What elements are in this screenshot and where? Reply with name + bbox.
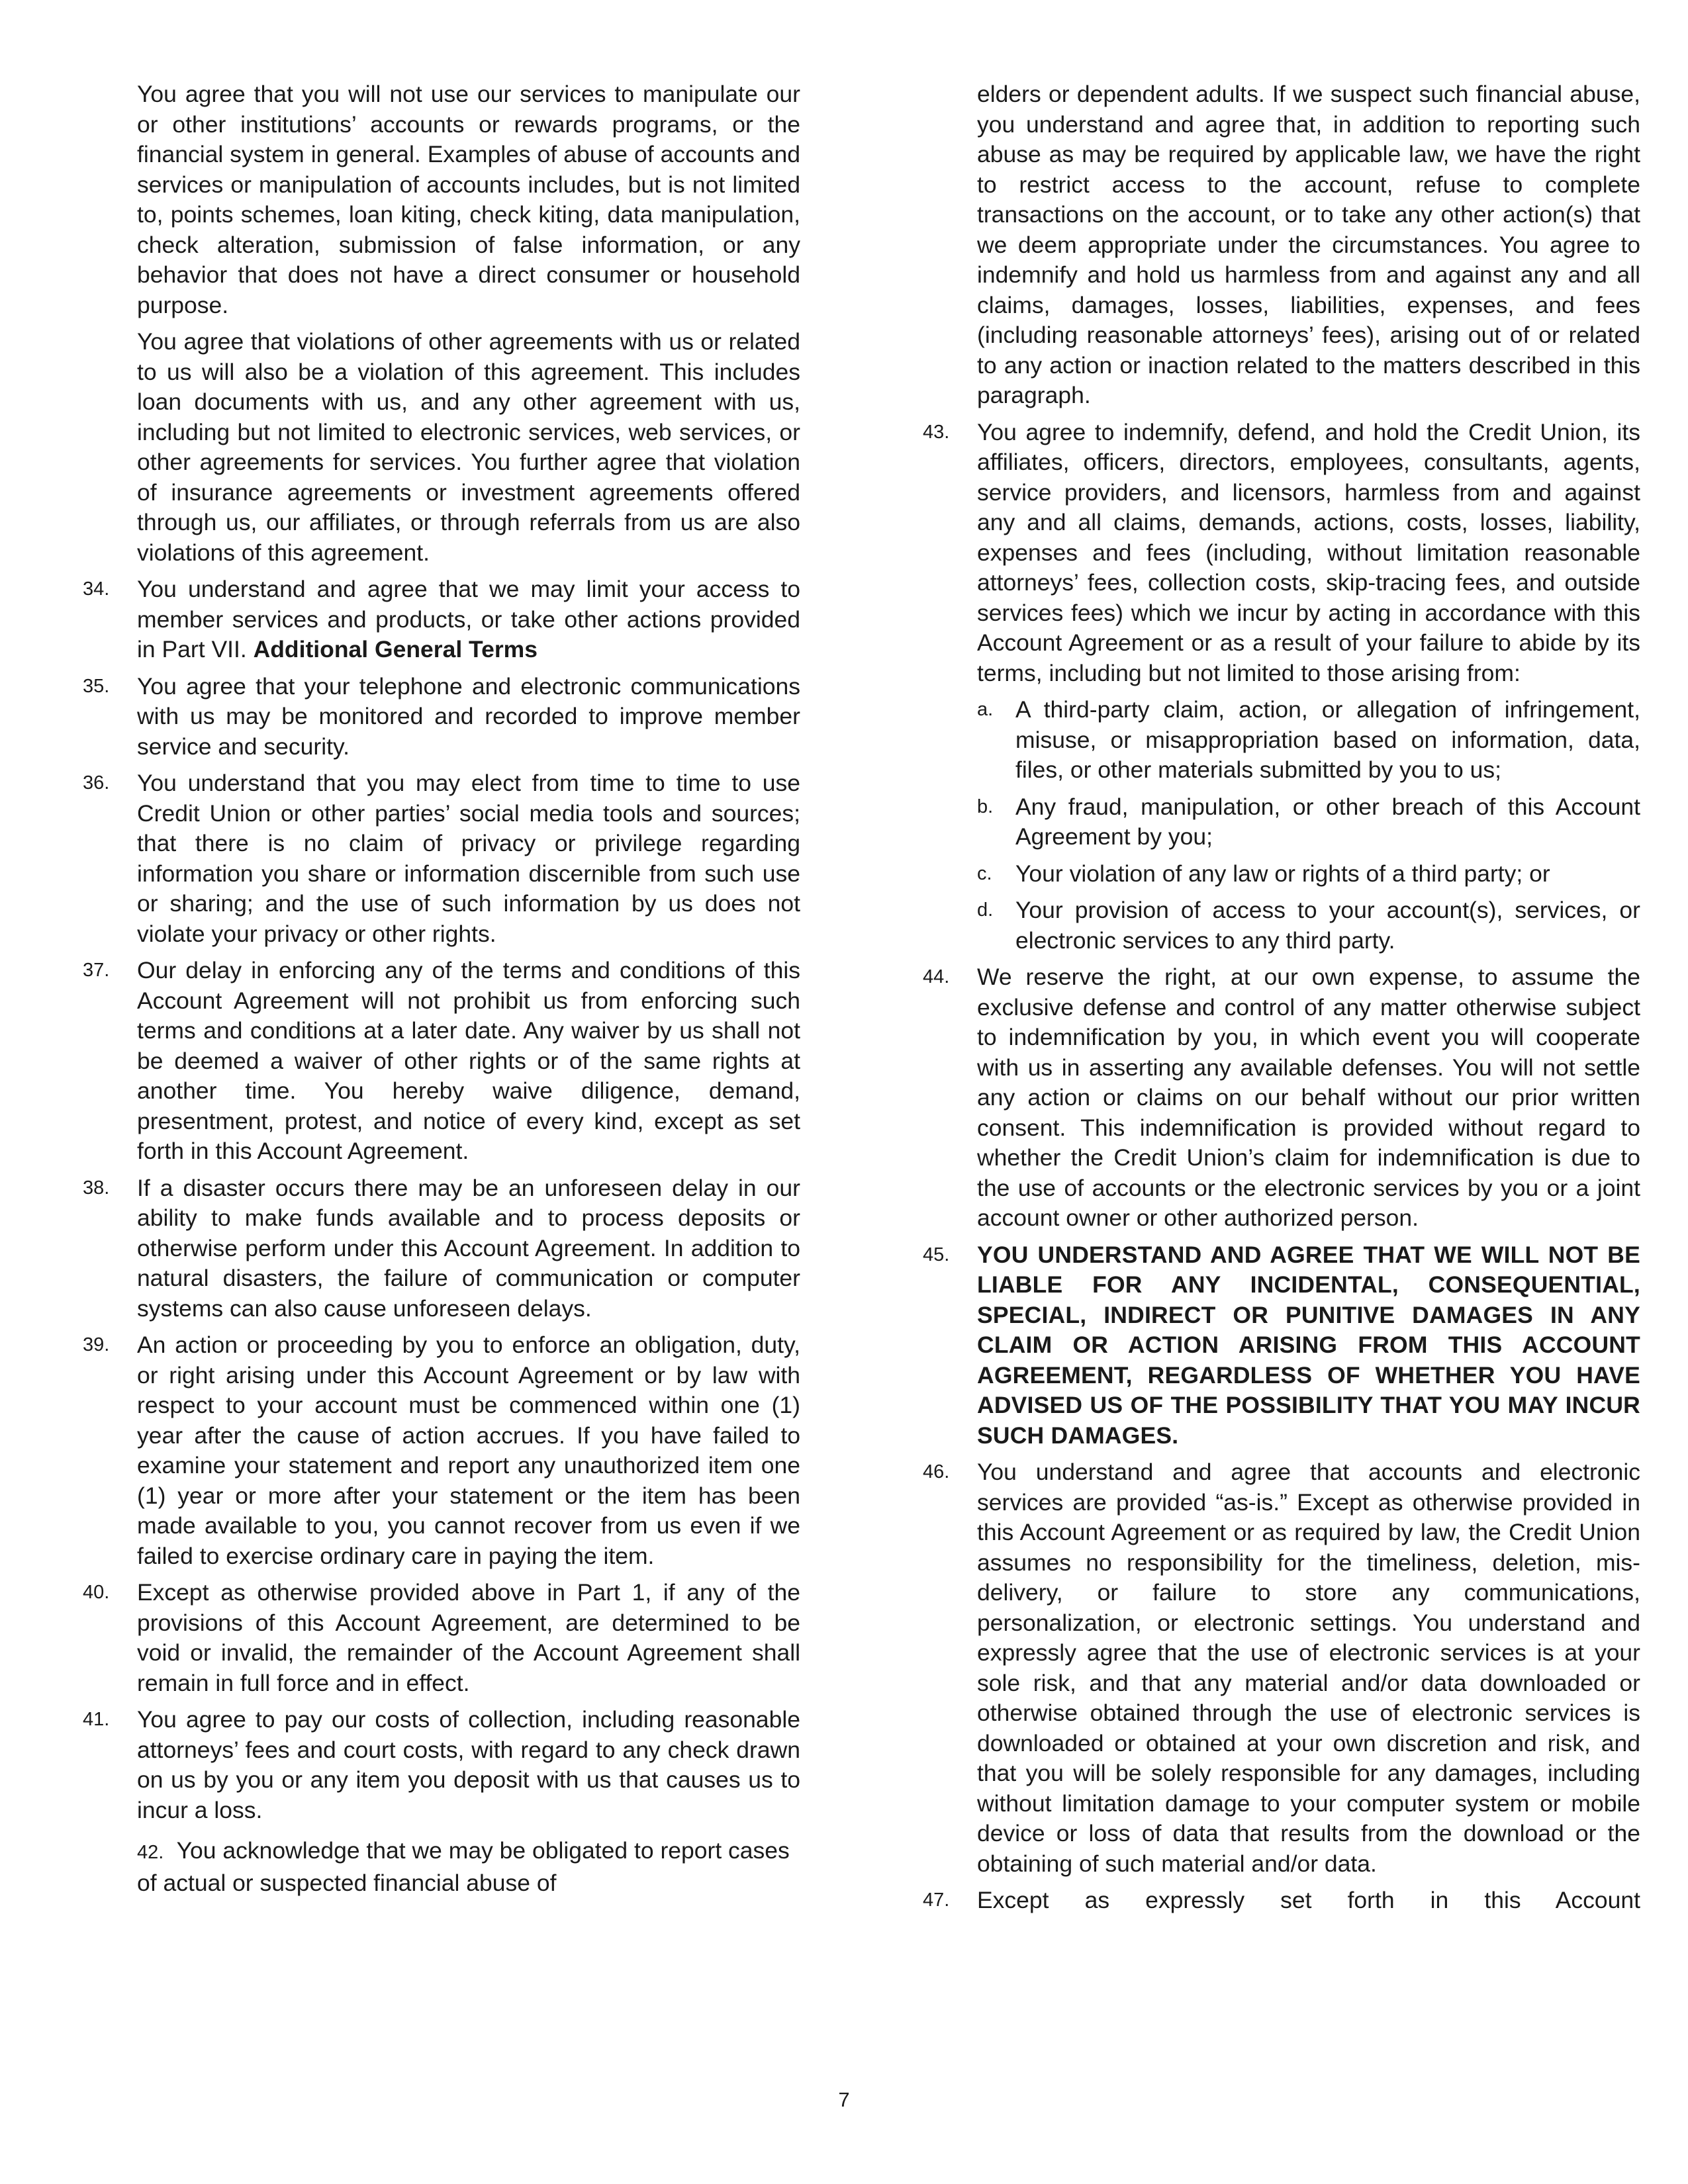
sub-item-letter: b. (977, 796, 994, 817)
item-text-uppercase: YOU UNDERSTAND AND AGREE THAT WE WILL NOT BE LIABLE FOR ANY INCIDENTAL, CONSEQUENTIAL, SPECIAL, INDIRECT OR PUNITIVE DAMAGES IN ANY CLAIM OR ACTION ARISING FROM THIS ACCOUNT AGREEMENT, REGARDLESS OF WHETHER YOU HAVE ADVISED US OF THE POSSIBILITY THAT YOU MAY INCUR SUCH DAMAGES. (977, 1241, 1640, 1449)
list-item-40 (83, 1578, 800, 1698)
list-item-34 (83, 574, 800, 665)
item-text: You understand and agree that accounts and electronic services are provided “as-is.” Except as otherwise provided in this Account Agreement or as required by law, the Credit Union assumes no responsibility for the timeliness, deletion, mis-delivery, or failure to store any communications, personalization, or electronic settings. You understand and expressly agree that the use of electronic services is at your sole risk, and that any material and/or data downloaded or otherwise obtained through the use of electronic services is downloaded or obtained at your own discretion and risk, and that you will be solely responsible for any damages, including without limitation damage to your computer system or mobile device or loss of data that results from the download or the obtaining of such material and/or data. (977, 1459, 1640, 1877)
sub-item-d (923, 895, 1640, 956)
item-number: 40. (83, 1582, 110, 1603)
sub-item-c (923, 859, 1640, 889)
item-text: You acknowledge that we may be obligated to report cases of actual or suspected financial abuse of (137, 1837, 790, 1896)
item-text: If a disaster occurs there may be an unforeseen delay in our ability to make funds available and to process deposits or otherwise perform under this Account Agreement. In addition to natural disasters, the failure of communication or computer systems can also cause unforeseen delays. (137, 1174, 800, 1322)
list-item-35 (83, 672, 800, 762)
item-number: 34. (83, 578, 110, 600)
list-item-47 (923, 1886, 1640, 1916)
sub-item-text: A third-party claim, action, or allegation of infringement, misuse, or misappropriation based on information, data, files, or other materials submitted by you to us; (1015, 696, 1640, 783)
page-number: 7 (838, 2088, 850, 2111)
list-item-41 (83, 1705, 800, 1825)
sub-item-letter: c. (977, 862, 992, 884)
item-text: An action or proceeding by you to enforce an obligation, duty, or right arising under this Account Agreement or by law with respect to your account must be commenced within one (1) year after the cause of action accrues. If you have failed to examine your statement and report any unauthorized item one (1) year or more after your statement or the item has been made available to you, you cannot recover from us even if we failed to exercise ordinary care in paying the item. (137, 1332, 800, 1569)
list-item-43 (923, 418, 1640, 689)
item-number: 37. (83, 960, 110, 981)
item-text: You agree to indemnify, defend, and hold the Credit Union, its affiliates, officers, directors, employees, consultants, agents, service providers, and licensors, harmless from and against any and all claims, demands, actions, costs, losses, liability, expenses and fees (including, without limitation reasonable attorneys’ fees, collection costs, skip-tracing fees, and outside services fees) which we incur by acting in accordance with this Account Agreement or as a result of your failure to abide by its terms, including but not limited to those arising from: (977, 418, 1640, 686)
item-text: Except as expressly set forth in this Account (977, 1887, 1640, 1913)
item-text: Our delay in enforcing any of the terms and conditions of this Account Agreement will not prohibit us from enforcing such terms and conditions at a later date. Any waiver by us shall not be deemed a waiver of other rights or of the same rights at another time. You hereby waive diligence, demand, presentment, protest, and notice of every kind, except as set forth in this Account Agreement. (137, 957, 800, 1164)
intro-paragraph-1: You agree that you will not use our services to manipulate our or other institutions’ accounts or rewards programs, or the financial system in general. Examples of abuse of accounts and services or manipulation of accounts includes, but is not limited to, points schemes, loan kiting, check kiting, data manipulation, check alteration, submission of false information, or any behavior that does not have a direct consumer or household purpose. (137, 81, 800, 318)
item-number: 45. (923, 1244, 950, 1265)
sub-item-a (923, 695, 1640, 786)
item-number: 39. (83, 1334, 110, 1355)
sub-item-letter: d. (977, 899, 994, 921)
intro-paragraph-2: You agree that violations of other agreements with us or related to us will also be a violation of this agreement. This includes loan documents with us, and any other agreement with us, including but not limited to electronic services, web services, or other agreements for services. You further agree that violation of insurance agreements or investment agreements offered through us, our affiliates, or through referrals from us are also violations of this agreement. (137, 328, 800, 566)
item-text-plain: You understand and agree that we may limit your access to member services and products, or take other actions provided in Part VII. (137, 576, 800, 662)
list-item-38 (83, 1173, 800, 1324)
list-item-39 (83, 1330, 800, 1571)
list-item-45 (923, 1240, 1640, 1451)
sub-item-b (923, 792, 1640, 852)
item-text (137, 574, 800, 665)
item-number: 42. (137, 1842, 164, 1863)
continued-paragraph: elders or dependent adults. If we suspect such financial abuse, you understand and agree that, in addition to reporting such abuse as may be required by applicable law, we have the right to restrict access to the account, refuse to complete transactions on the account, or to take any other action(s) that we deem appropriate under the circumstances. You agree to indemnify and hold us harmless from and against any and all claims, damages, losses, liabilities, expenses, and fees (including reasonable attorneys’ fees), arising out of or related to any action or inaction related to the matters described in this paragraph. (977, 81, 1640, 408)
item-number: 44. (923, 966, 950, 987)
item-number: 41. (83, 1709, 110, 1730)
item-text: We reserve the right, at our own expense, to assume the exclusive defense and control of any matter otherwise subject to indemnification by you, in which event you will cooperate with us in asserting any available defenses. You will not settle any action or claims on our behalf without our prior written consent. This indemnification is provided without regard to whether the Credit Union’s claim for indemnification is due to the use of accounts or the electronic services by you or a joint account owner or other authorized person. (977, 964, 1640, 1231)
item-text: You understand that you may elect from time to time to use Credit Union or other parties’ social media tools and sources; that there is no claim of privacy or privilege regarding information you share or information discernible from such use or sharing; and the use of such information by us does not violate your privacy or other rights. (137, 770, 800, 947)
list-item-37 (83, 956, 800, 1167)
item-text-bold: Additional General Terms (253, 636, 538, 662)
list-item-44 (923, 962, 1640, 1234)
list-item-46 (923, 1457, 1640, 1879)
sub-item-text: Your violation of any law or rights of a third party; or (1015, 860, 1550, 887)
item-text: Except as otherwise provided above in Part 1, if any of the provisions of this Account Agreement, are determined to be void or invalid, the remainder of the Account Agreement shall remain in full force and in effect. (137, 1579, 800, 1696)
item-number: 36. (83, 772, 110, 794)
list-item-42 (137, 1836, 800, 1898)
right-column (923, 79, 1640, 1923)
item-number: 47. (923, 1889, 950, 1911)
item-number: 35. (83, 675, 110, 697)
sub-item-letter: a. (977, 699, 994, 720)
sub-item-text: Your provision of access to your account(s), services, or electronic services to any third party. (1015, 897, 1640, 954)
item-text: You agree that your telephone and electronic communications with us may be monitored and recorded to improve member service and security. (137, 672, 800, 760)
item-number: 46. (923, 1461, 950, 1482)
item-number: 38. (83, 1177, 110, 1199)
list-item-36 (83, 768, 800, 949)
item-number: 43. (923, 421, 950, 443)
item-text: You agree to pay our costs of collection, including reasonable attorneys’ fees and court costs, with regard to any check drawn on us by you or any item you deposit with us that causes us to incur a loss. (137, 1706, 800, 1823)
left-column (83, 79, 800, 1898)
sub-item-text: Any fraud, manipulation, or other breach of this Account Agreement by you; (1015, 793, 1640, 850)
